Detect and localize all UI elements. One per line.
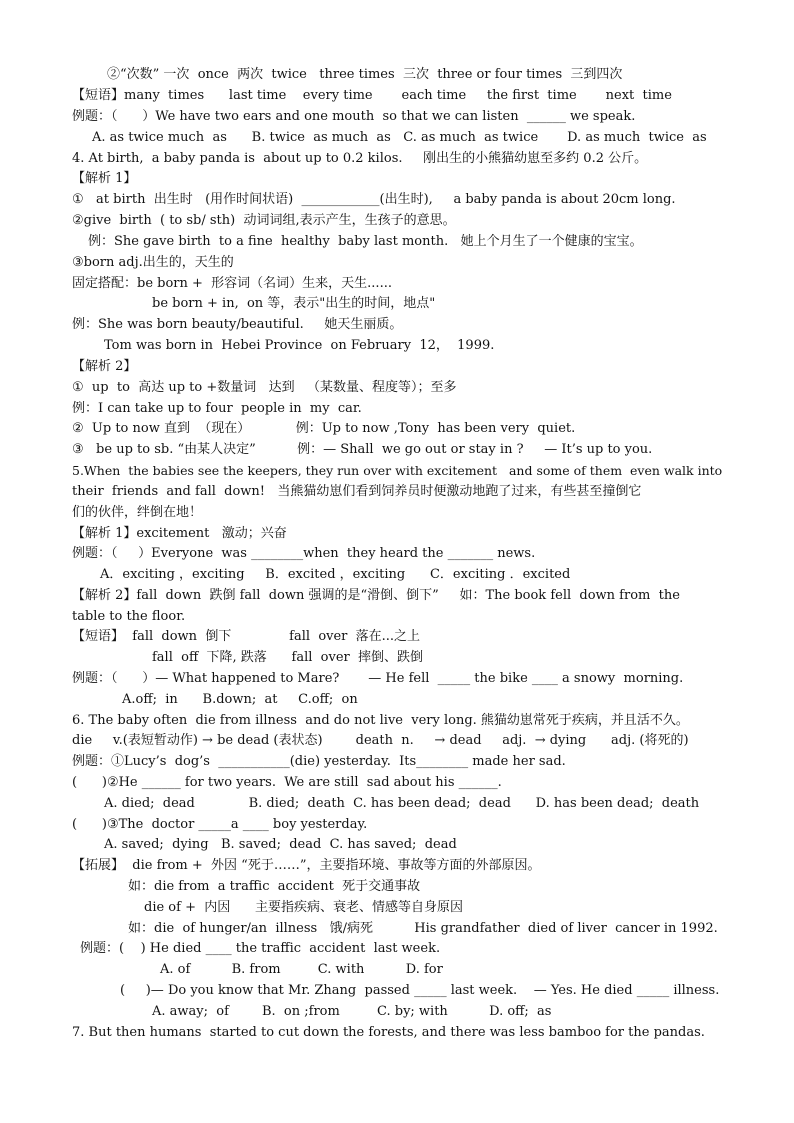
text-line: A.off; in B.down; at C.off; on (122, 692, 358, 707)
text-line: 例：I can take up to four people in my car. (72, 401, 362, 416)
text-line: ② Up to now 直到 （现在） 例：Up to now ,Tony has been very quiet. (72, 421, 576, 436)
text-line: Tom was born in Hebei Province on February 12， 1999. (104, 338, 495, 353)
text-line: ① at birth 出生时 (用作时间状语) ____________(出生时), a baby panda is about 20cm long. (72, 192, 676, 207)
text-line: 例题：（ ）— What happened to Mare? — He fell _____ the bike ____ a snowy morning. (72, 671, 684, 686)
text-line: 【解析 2】fall down 跌倒 fall down 强调的是“滑倒、倒下” 如：The book fell down from the (72, 588, 680, 603)
text-line: 6. The baby often die from illness and do not live very long. 熊猫幼崽常死于疾病，并且活不久。 (72, 713, 689, 728)
text-line: 们的伙伴，绊倒在地！ (72, 505, 203, 520)
text-line: ②“次数” 一次 once 两次 twice three times 三次 three or four times 三到四次 (107, 67, 623, 82)
text-line: 例题：（ ）We have two ears and one mouth so that we can listen ______ we speak. (72, 109, 636, 124)
text-line: ③born adj.出生的，天生的 (72, 255, 234, 270)
text-line: 如：die of hunger/an illness 饿/病死 His grandfather died of liver cancer in 1992. (128, 921, 718, 936)
text-line: ( )③The doctor _____a ____ boy yesterday. (72, 817, 368, 832)
text-line: their friends and fall down! 当熊猫幼崽们看到饲养员时便激动地跑了过来，有些甚至撞倒它 (72, 484, 642, 499)
text-line: die v.(表短暂动作) → be dead (表状态) death n. → dead adj. → dying adj. (将死的) (72, 733, 689, 748)
text-line: ① up to 高达 up to +数量词 达到 （某数量、程度等）；至多 (72, 380, 457, 395)
text-line: 例：She was born beauty/beautiful. 她天生丽质。 (72, 317, 403, 332)
text-line: ( )— Do you know that Mr. Zhang passed _____ last week. — Yes. He died _____ illness. (120, 983, 720, 998)
text-line: fall off 下降, 跌落 fall over 摔倒、跌倒 (152, 650, 424, 665)
text-line: 例题：①Lucy’s dog’s ___________(die) yesterday. Its________ made her sad. (72, 754, 566, 769)
text-line: ③ be up to sb. “由某人决定” 例：— Shall we go out or stay in ? — It’s up to you. (72, 442, 653, 457)
text-line: 例：She gave birth to a fine healthy baby last month. 她上个月生了一个健康的宝宝。 (88, 234, 643, 249)
text-line: 5.When the babies see the keepers, they run over with excitement and some of them even walk into (72, 463, 723, 478)
text-line: die of + 内因 主要指疾病、衰老、情感等自身原因 (144, 900, 464, 915)
text-line: 【解析 1】 (72, 171, 137, 186)
text-line: 7. But then humans started to cut down the forests, and there was less bamboo for the pandas. (72, 1025, 705, 1040)
text-line: 【短语】many times last time every time each time the first time next time (72, 88, 672, 103)
text-line: 【拓展】 die from + 外因 “死于……”，主要指环境、事故等方面的外部原因。 (72, 858, 541, 873)
text-line: be born + in, on 等，表示"出生的时间，地点" (152, 296, 436, 311)
text-line: A. died; dead B. died; death C. has been dead; dead D. has been dead; death (104, 796, 700, 811)
text-line: 【短语】 fall down 倒下 fall over 落在...之上 (72, 629, 421, 644)
text-line: 例题：( ) He died ____ the traffic accident last week. (80, 941, 441, 956)
text-line: ②give birth ( to sb/ sth) 动词词组,表示产生，生孩子的意思。 (72, 213, 456, 228)
text-line: A. away; of B. on ;from C. by; with D. off; as (152, 1004, 552, 1019)
text-line: A. as twice much as B. twice as much as C. as much as twice D. as much twice as (92, 130, 707, 145)
text-line: 【解析 2】 (72, 359, 137, 374)
text-line: A. saved; dying B. saved; dead C. has saved; dead (104, 837, 457, 852)
text-line: A. of B. from C. with D. for (160, 962, 443, 977)
text-line: 4. At birth, a baby panda is about up to 0.2 kilos. 刚出生的小熊猫幼崽至多约 0.2 公斤。 (72, 151, 648, 166)
text-line: 例题：（ ）Everyone was ________when they heard the _______ news. (72, 546, 536, 561)
text-line: 【解析 1】excitement 激动；兴奋 (72, 526, 287, 541)
text-line: ( )②He ______ for two years. We are still sad about his ______. (72, 775, 502, 790)
text-line: table to the floor. (72, 609, 186, 624)
text-line: 固定搭配：be born + 形容词（名词）生来，天生...... (72, 276, 392, 291)
text-line: A．exciting ，exciting B．excited ，exciting C．exciting ．excited (100, 567, 571, 582)
text-line: 如：die from a traffic accident 死于交通事故 (128, 879, 421, 894)
